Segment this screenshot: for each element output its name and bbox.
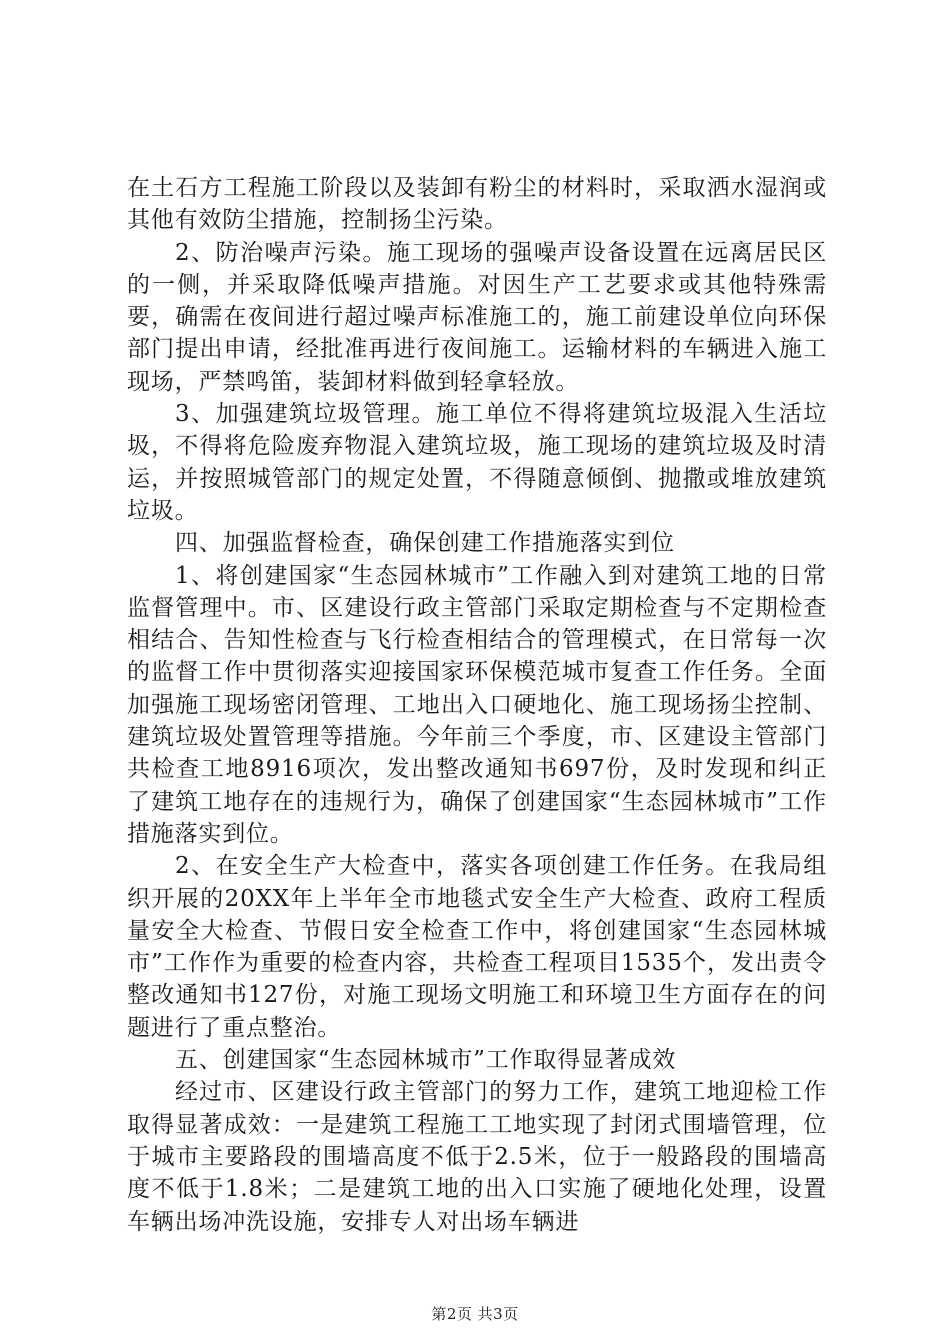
section-heading-5: 五、创建国家“生态园林城市”工作取得显著成效 <box>175 1047 677 1074</box>
paragraph-3: 3、加强建筑垃圾管理。施工单位不得将建筑垃圾混入生活垃圾，不得将危险废弃物混入建筑垃圾，施工现场的建筑垃圾及时清运，并按照城管部门的规定处置，不得随意倾倒、抛撒或堆放建筑垃圾。 <box>127 401 827 524</box>
document-body <box>127 172 827 1238</box>
section-heading-4: 四、加强监督检查，确保创建工作措施落实到位 <box>175 530 675 557</box>
page-footer: 第2页 共3页 <box>431 1305 519 1323</box>
paragraph-2: 2、防治噪声污染。施工现场的强噪声设备设置在远离居民区的一侧，并采取降低噪声措施。对因生产工艺要求或其他特殊需要，确需在夜间进行超过噪声标准施工的，施工前建设单位向环保部门提出申请，经批准再进行夜间施工。运输材料的车辆进入施工现场，严禁鸣笛，装卸材料做到轻拿轻放。 <box>127 239 827 395</box>
paragraph-5: 1、将创建国家“生态园林城市”工作融入到对建筑工地的日常监督管理中。市、区建设行政主管部门采取定期检查与不定期检查相结合、告知性检查与飞行检查相结合的管理模式，在日常每一次的监督工作中贯彻落实迎接国家环保模范城市复查工作任务。全面加强施工现场密闭管理、工地出入口硬地化、施工现场扬尘控制、建筑垃圾处置管理等措施。今年前三个季度，市、区建设主管部门共检查工地8916项次，发出整改通知书697份，及时发现和纠正了建筑工地存在的违规行为，确保了创建国家“生态园林城市”工作措施落实到位。 <box>127 562 827 847</box>
paragraph-6: 2、在安全生产大检查中，落实各项创建工作任务。在我局组织开展的20XX年上半年全市地毯式安全生产大检查、政府工程质量安全大检查、节假日安全检查工作中，将创建国家“生态园林城市”工作作为重要的检查内容，共检查工程项目1535个，发出责令整改通知书127份，对施工现场文明施工和环境卫生方面存在的问题进行了重点整治。 <box>127 853 827 1041</box>
paragraph-8: 经过市、区建设行政主管部门的努力工作，建筑工地迎检工作取得显著成效：一是建筑工程施工工地实现了封闭式围墙管理，位于城市主要路段的围墙高度不低于2.5米，位于一般路段的围墙高度不低于1.8米；二是建筑工地的出入口实施了硬地化处理，设置车辆出场冲洗设施，安排专人对出场车辆进 <box>127 1079 827 1235</box>
paragraph-1: 在土石方工程施工阶段以及装卸有粉尘的材料时，采取洒水湿润或其他有效防尘措施，控制扬尘污染。 <box>127 175 827 234</box>
